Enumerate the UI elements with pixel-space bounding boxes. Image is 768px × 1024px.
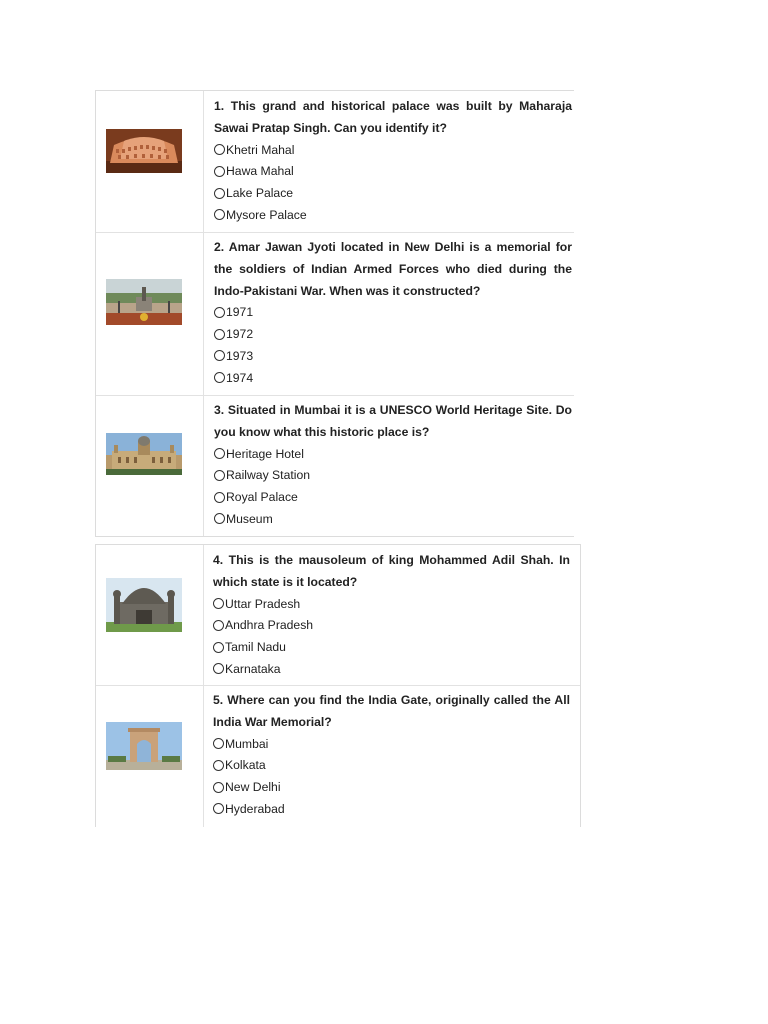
question-text: 4. This is the mausoleum of king Mohammed Adil Shah. In which state is it located? [213,553,570,589]
hawa-mahal-photo [106,129,182,173]
option-mumbai[interactable] [213,734,570,756]
option-label: 1971 [226,305,254,320]
option-label: Museum [226,511,273,526]
option-label: New Delhi [225,780,281,795]
radio-button[interactable] [213,738,224,749]
option-uttar-pradesh[interactable] [213,594,570,616]
option-label: Royal Palace [226,490,298,505]
option-label: Uttar Pradesh [225,596,301,611]
option-mysore-palace[interactable] [214,205,572,227]
radio-button[interactable] [214,166,225,177]
image-cell [96,232,204,395]
radio-button[interactable] [214,372,225,383]
india-gate-photo [106,722,182,770]
option-tamil-nadu[interactable] [213,637,570,659]
radio-button[interactable] [214,307,225,318]
option-andhra-pradesh[interactable] [213,615,570,637]
radio-button[interactable] [214,470,225,481]
option-label: Hawa Mahal [226,164,294,179]
radio-button[interactable] [214,209,225,220]
option-label: Railway Station [226,468,310,483]
question-row-3 [96,395,574,536]
radio-button[interactable] [214,188,225,199]
option-label: Heritage Hotel [226,446,304,461]
image-cell [96,395,204,536]
option-lake-palace[interactable] [214,183,572,205]
question-row-4 [96,545,580,686]
option-kolkata[interactable] [213,755,570,777]
gol-gumbaz-photo [106,578,182,632]
option-karnataka[interactable] [213,659,570,681]
question-text: 1. This grand and historical palace was built by Maharaja Sawai Pratap Singh. Can you identify it? [214,99,572,135]
radio-button[interactable] [214,350,225,361]
image-cell [96,685,204,827]
question-row-5 [96,685,580,827]
option-label: Kolkata [225,758,266,773]
radio-button[interactable] [214,448,225,459]
question-text: 5. Where can you find the India Gate, originally called the All India War Memorial? [213,693,570,729]
question-cell [214,91,572,232]
radio-button[interactable] [213,760,224,771]
option-label: Tamil Nadu [225,640,286,655]
radio-button[interactable] [213,598,224,609]
question-text: 2. Amar Jawan Jyoti located in New Delhi is a memorial for the soldiers of Indian Armed Forces who died during the Indo-Pakistani War. When was it constructed? [214,240,572,298]
option-label: Karnataka [225,661,281,676]
image-cell [96,91,204,232]
question-cell [214,395,572,536]
option-railway-station[interactable] [214,465,572,487]
question-text: 3. Situated in Mumbai it is a UNESCO World Heritage Site. Do you know what this historic place is? [214,403,572,439]
option-heritage-hotel[interactable] [214,444,572,466]
option-khetri-mahal[interactable] [214,140,572,162]
option-new-delhi[interactable] [213,777,570,799]
radio-button[interactable] [213,642,224,653]
option-label: 1972 [226,327,254,342]
radio-button[interactable] [213,620,224,631]
radio-button[interactable] [214,329,225,340]
quiz-block-2 [95,544,581,827]
option-label: Lake Palace [226,186,294,201]
radio-button[interactable] [214,513,225,524]
quiz-block-1 [95,90,574,537]
cst-mumbai-photo [106,433,182,475]
question-cell [214,232,572,395]
image-cell [96,545,204,685]
amar-jawan-jyoti-photo [106,279,182,325]
option-label: 1974 [226,370,254,385]
option-label: Mysore Palace [226,207,307,222]
option-label: Hyderabad [225,801,285,816]
radio-button[interactable] [213,782,224,793]
option-label: 1973 [226,348,254,363]
radio-button[interactable] [213,663,224,674]
radio-button[interactable] [214,492,225,503]
option-label: Mumbai [225,736,269,751]
option-1972[interactable] [214,324,572,346]
radio-button[interactable] [213,803,224,814]
option-hyderabad[interactable] [213,799,570,821]
option-1971[interactable] [214,302,572,324]
option-royal-palace[interactable] [214,487,572,509]
question-row-2 [96,232,574,396]
option-label: Andhra Pradesh [225,618,314,633]
option-label: Khetri Mahal [226,142,295,157]
option-hawa-mahal[interactable] [214,161,572,183]
option-1974[interactable] [214,368,572,390]
radio-button[interactable] [214,144,225,155]
option-1973[interactable] [214,346,572,368]
question-row-1 [96,91,574,233]
question-cell [213,545,570,685]
question-cell [213,685,570,827]
option-museum[interactable] [214,509,572,531]
